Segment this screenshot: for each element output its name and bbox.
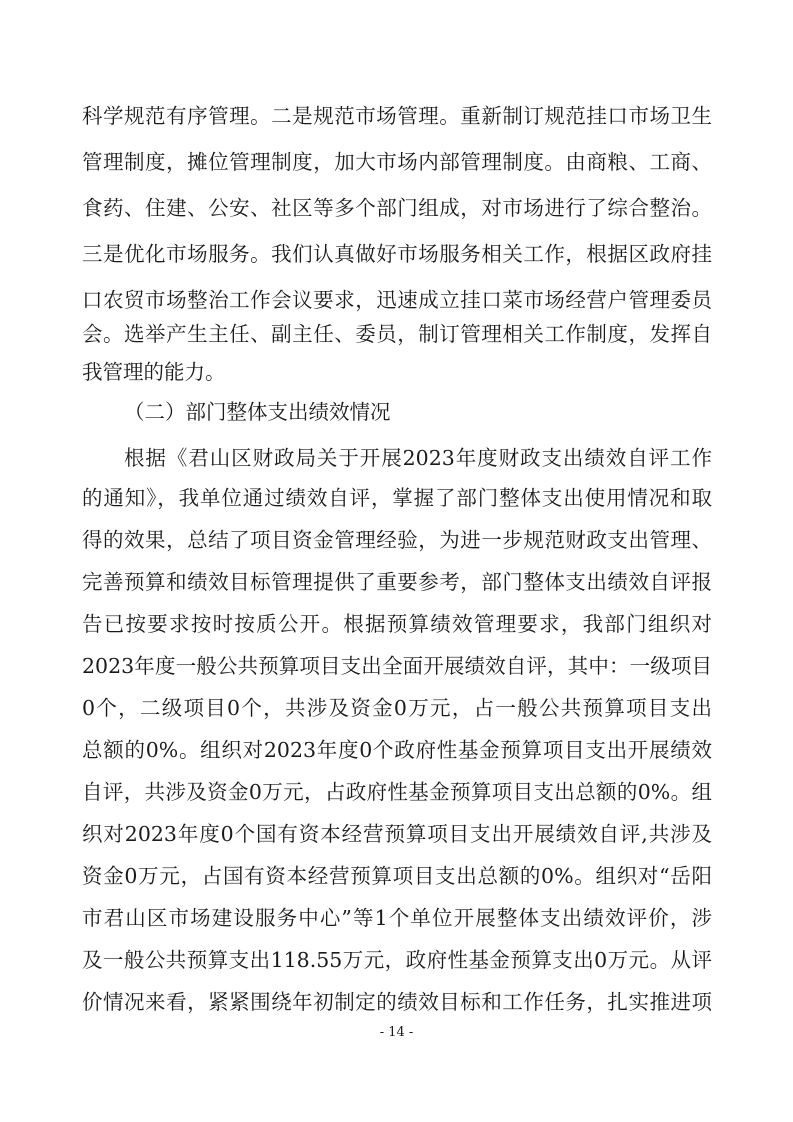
body-text-line: 根据《君山区财政局关于开展2023年度财政支出绩效自评工作 bbox=[124, 446, 712, 470]
body-text-line: 得的效果，总结了项目资金管理经验，为进一步规范财政支出管理、 bbox=[82, 528, 712, 552]
body-text-line: 告已按要求按时按质公开。根据预算绩效管理要求，我部门组织对 bbox=[82, 612, 712, 636]
body-text-line: 会。选举产生主任、副主任、委员，制订管理相关工作制度，发挥自 bbox=[82, 322, 712, 346]
body-text-line: 总额的0%。组织对2023年度0个政府性基金预算项目支出开展绩效 bbox=[82, 738, 712, 762]
body-text-line: 2023年度一般公共预算项目支出全面开展绩效自评，其中：一级项目 bbox=[82, 654, 712, 678]
body-text-line: 价情况来看，紧紧围绕年初制定的绩效目标和工作任务，扎实推进项 bbox=[82, 990, 712, 1014]
body-text-line: 0个，二级项目0个，共涉及资金0万元，占一般公共预算项目支出 bbox=[82, 696, 712, 720]
body-text-line: 及一般公共预算支出118.55万元，政府性基金预算支出0万元。从评 bbox=[82, 948, 712, 972]
body-text-line: 三是优化市场服务。我们认真做好市场服务相关工作，根据区政府挂 bbox=[82, 242, 712, 266]
body-text-line: 自评，共涉及资金0万元，占政府性基金预算项目支出总额的0%。组 bbox=[82, 780, 712, 804]
body-text-line: 市君山区市场建设服务中心”等1个单位开展整体支出绩效评价，涉 bbox=[82, 906, 712, 930]
page-number: - 14 - bbox=[379, 1025, 414, 1040]
body-text-line: 资金0万元，占国有资本经营预算项目支出总额的0%。组织对“岳阳 bbox=[82, 864, 712, 888]
section-heading: （二）部门整体支出绩效情况 bbox=[124, 400, 391, 424]
body-text-line: 我管理的能力。 bbox=[82, 360, 226, 384]
body-text-line: 科学规范有序管理。二是规范市场管理。重新制订规范挂口市场卫生 bbox=[82, 104, 712, 128]
body-text-line: 管理制度，摊位管理制度，加大市场内部管理制度。由商粮、工商、 bbox=[82, 150, 712, 174]
body-text-line: 完善预算和绩效目标管理提供了重要参考，部门整体支出绩效自评报 bbox=[82, 570, 712, 594]
body-text-line: 食药、住建、公安、社区等多个部门组成，对市场进行了综合整治。 bbox=[82, 196, 712, 220]
body-text-line: 口农贸市场整治工作会议要求，迅速成立挂口菜市场经营户管理委员 bbox=[82, 288, 712, 312]
body-text-line: 的通知》，我单位通过绩效自评，掌握了部门整体支出使用情况和取 bbox=[82, 486, 712, 510]
body-text-line: 织对2023年度0个国有资本经营预算项目支出开展绩效自评,共涉及 bbox=[82, 822, 712, 846]
